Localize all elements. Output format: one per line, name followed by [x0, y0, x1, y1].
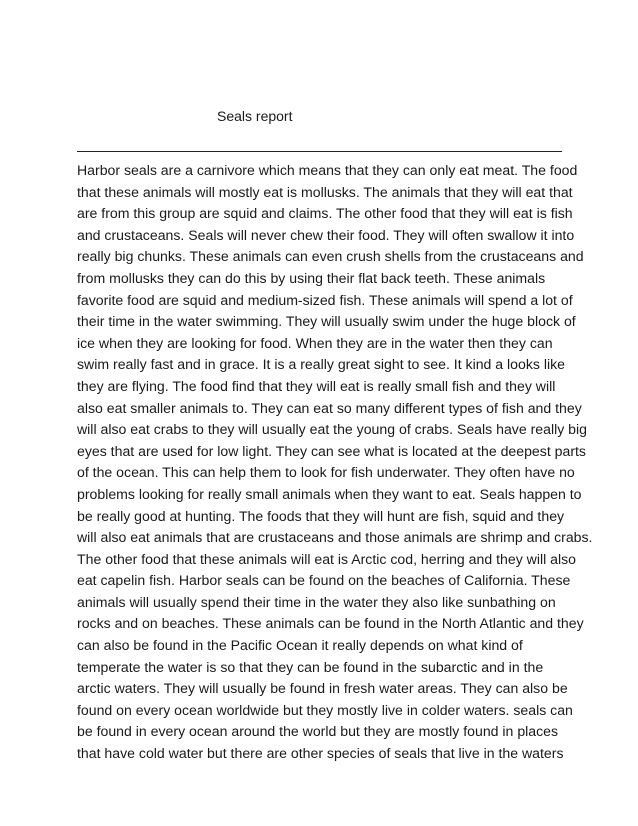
report-body: [77, 160, 593, 765]
body-text-line: that have cold water but there are other species of seals that live in the waters: [77, 745, 564, 762]
body-text-line: eat capelin fish. Harbor seals can be found on the beaches of California. These: [77, 572, 571, 589]
body-text-line: rocks and on beaches. These animals can be found in the North Atlantic and they: [77, 615, 584, 632]
body-text-line: arctic waters. They will usually be found in fresh water areas. They can also be: [77, 680, 568, 697]
document-title: Seals report: [217, 108, 293, 124]
body-text-line: Harbor seals are a carnivore which means that they can only eat meat. The food: [77, 162, 578, 178]
body-text-line: problems looking for really small animals when they want to eat. Seals happen to: [77, 485, 582, 502]
body-text-line: will also eat animals that are crustaceans and those animals are shrimp and crabs.: [77, 529, 593, 546]
body-text-line: The other food that these animals will eat is Arctic cod, herring and they will also: [77, 550, 577, 567]
body-text-line: be found in every ocean around the world but they are mostly found in places: [77, 723, 559, 740]
title-underline-rule: [77, 151, 562, 152]
body-text-line: of the ocean. This can help them to look for fish underwater. They often have no: [77, 464, 575, 481]
body-text-line: from mollusks they can do this by using their flat back teeth. These animals: [77, 269, 546, 286]
body-text-line: temperate the water is so that they can be found in the subarctic and in the: [77, 658, 544, 675]
body-text-line: can also be found in the Pacific Ocean it really depends on what kind of: [77, 637, 523, 654]
body-text-line: they are flying. The food find that they will eat is really small fish and they will: [77, 377, 556, 394]
body-text-line: animals will usually spend their time in the water they also like sunbathing on: [77, 593, 556, 610]
body-text-line: their time in the water swimming. They will usually swim under the huge block of: [77, 313, 576, 330]
body-text-line: and crustaceans. Seals will never chew their food. They will often swallow it into: [77, 226, 575, 243]
body-text-line: also eat smaller animals to. They can eat so many different types of fish and they: [77, 399, 582, 416]
body-text-line: found on every ocean worldwide but they mostly live in colder waters. seals can: [77, 701, 573, 718]
body-text-line: eyes that are used for low light. They can see what is located at the deepest parts: [77, 442, 586, 459]
body-text-line: be really good at hunting. The foods that they will hunt are fish, squid and they: [77, 507, 565, 524]
body-text-line: will also eat crabs to they will usually eat the young of crabs. Seals have really big: [77, 421, 587, 438]
body-text-line: swim really fast and in grace. It is a really great sight to see. It kind a looks like: [77, 356, 566, 373]
body-text-line: really big chunks. These animals can even crush shells from the crustaceans and: [77, 248, 584, 265]
body-text-line: are from this group are squid and claims. The other food that they will eat is fish: [77, 205, 573, 222]
body-text-line: that these animals will mostly eat is mollusks. The animals that they will eat that: [77, 183, 573, 200]
body-text-line: favorite food are squid and medium-sized fish. These animals will spend a lot of: [77, 291, 573, 308]
body-text-line: ice when they are looking for food. When they are in the water then they can: [77, 334, 553, 351]
